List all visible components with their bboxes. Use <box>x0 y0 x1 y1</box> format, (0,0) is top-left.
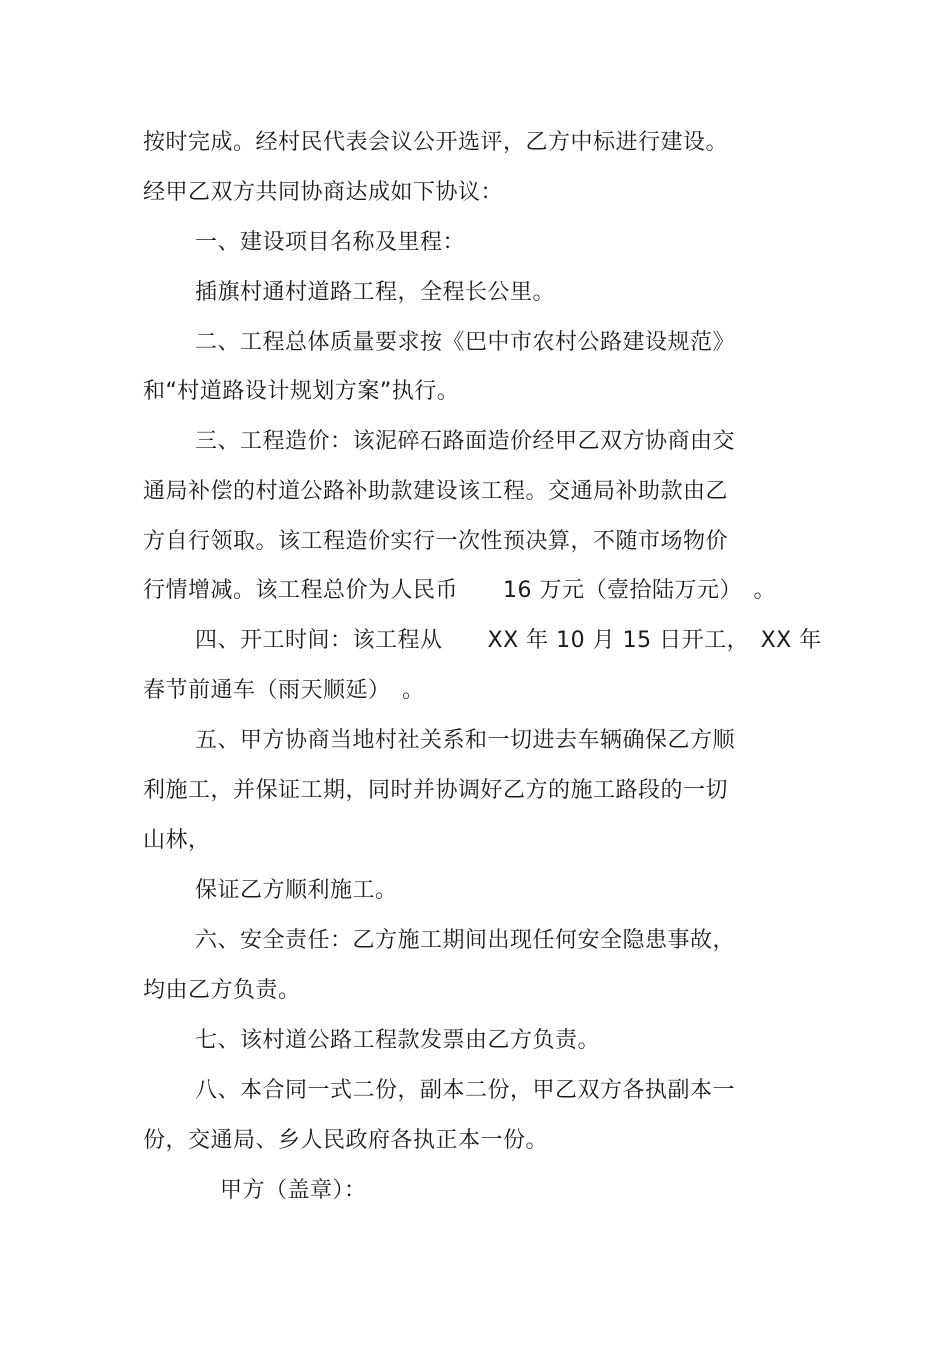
text-line: 山林， <box>143 828 211 853</box>
text-line: 和“村道路设计规划方案”执行。 <box>143 379 460 404</box>
section-heading: 四、开工时间：该工程从 XX 年 10 月 15 日开工， XX 年 <box>195 628 822 653</box>
text-line: 春节前通车（雨天顺延） 。 <box>143 678 425 703</box>
text-line: 行情增减。该工程总价为人民币 16 万元（壹拾陆万元） 。 <box>143 578 776 603</box>
section-heading: 八、本合同一式二份，副本二份，甲乙双方各执副本一 <box>195 1078 736 1103</box>
section-heading: 二、工程总体质量要求按《巴中市农村公路建设规范》 <box>195 330 736 355</box>
text-line: 利施工，并保证工期，同时并协调好乙方的施工路段的一切 <box>143 778 729 803</box>
text-line: 保证乙方顺利施工。 <box>195 878 398 903</box>
party-a-seal-label: 甲方（盖章）： <box>220 1178 367 1203</box>
section-heading: 一、建设项目名称及里程： <box>195 230 466 255</box>
text-line: 经甲乙双方共同协商达成如下协议： <box>143 180 504 205</box>
text-line: 通局补偿的村道公路补助款建设该工程。交通局补助款由乙 <box>143 479 729 504</box>
section-heading: 三、工程造价：该泥碎石路面造价经甲乙双方协商由交 <box>195 429 736 454</box>
text-line: 均由乙方负责。 <box>143 978 301 1003</box>
text-line: 方自行领取。该工程造价实行一次性预决算，不随市场物价 <box>143 529 729 554</box>
text-line: 份，交通局、乡人民政府各执正本一份。 <box>143 1128 549 1153</box>
section-heading: 七、该村道公路工程款发票由乙方负责。 <box>195 1028 601 1053</box>
section-heading: 五、甲方协商当地村社关系和一切进去车辆确保乙方顺 <box>195 728 736 753</box>
text-line: 插旗村通村道路工程，全程长公里。 <box>195 280 556 305</box>
text-line: 按时完成。经村民代表会议公开选评，乙方中标进行建设。 <box>143 130 729 155</box>
section-heading: 六、安全责任：乙方施工期间出现任何安全隐患事故， <box>195 928 736 953</box>
